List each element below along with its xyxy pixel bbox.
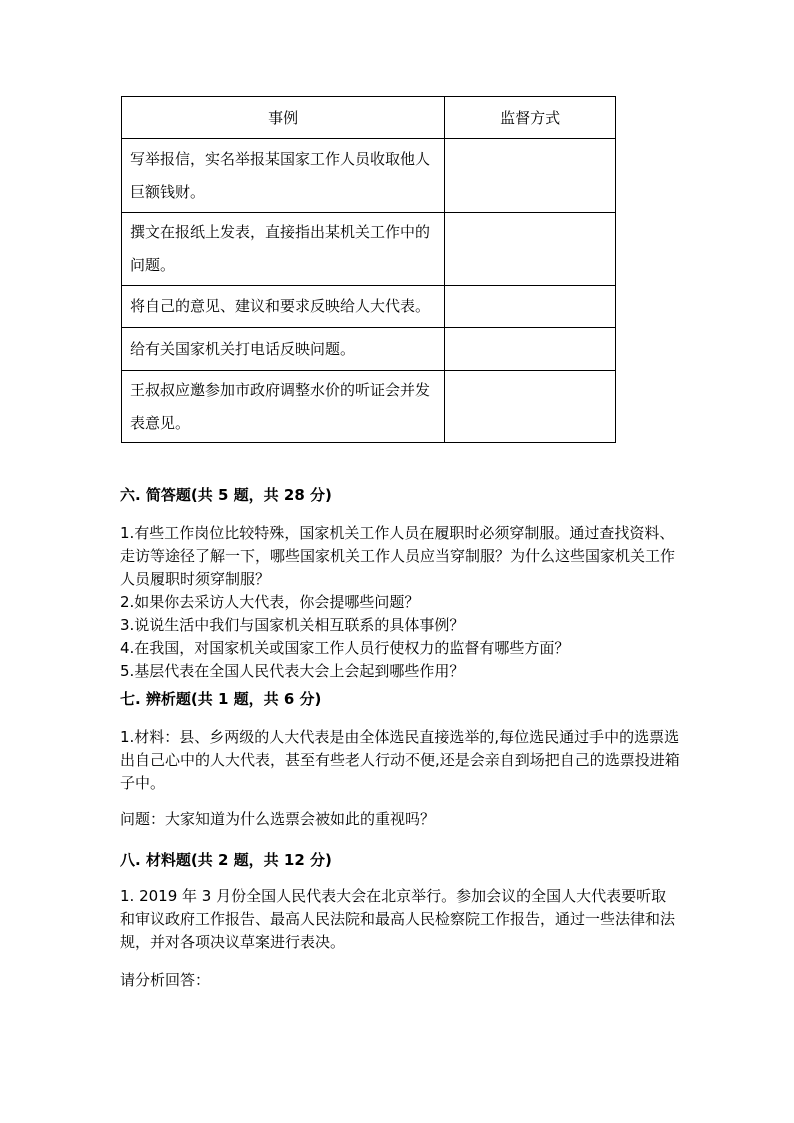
example-cell: 将自己的意见、建议和要求反映给人大代表。: [122, 286, 445, 328]
table-row: [122, 371, 616, 443]
example-cell: 给有关国家机关打电话反映问题。: [122, 328, 445, 371]
table-row: [122, 286, 616, 328]
header-method: 监督方式: [445, 97, 616, 139]
method-cell: [445, 286, 616, 328]
example-cell: 写举报信，实名举报某国家工作人员收取他人巨额钱财。: [122, 139, 445, 213]
example-cell: 撰文在报纸上发表，直接指出某机关工作中的问题。: [122, 213, 445, 286]
analysis-material: 1.材料：县、乡两级的人大代表是由全体选民直接选举的,每位选民通过手中的选票选出自己心中的人大代表，甚至有些老人行动不便,还是会亲自到场把自己的选票投进箱子中。: [120, 728, 680, 792]
material-text: 1. 2019 年 3 月份全国人民代表大会在北京举行。参加会议的全国人大代表要听取和审议政府工作报告、最高人民法院和最高人民检察院工作报告，通过一些法律和法规，并对各项决议草案进行表决。: [120, 887, 676, 951]
section-heading-material: 八. 材料题(共 2 题，共 12 分): [120, 851, 332, 869]
method-cell: [445, 371, 616, 443]
table-header-row: [122, 97, 616, 139]
analysis-question: 问题：大家知道为什么选票会被如此的重视吗？: [120, 810, 436, 828]
table-row: [122, 328, 616, 371]
question-4: 4.在我国，对国家机关或国家工作人员行使权力的监督有哪些方面？: [120, 639, 570, 657]
material-prompt: 请分析回答：: [120, 971, 211, 989]
method-cell: [445, 213, 616, 286]
question-3: 3.说说生活中我们与国家机关相互联系的具体事例？: [120, 616, 465, 634]
question-2: 2.如果你去采访人大代表，你会提哪些问题？: [120, 593, 420, 611]
question-1: 1.有些工作岗位比较特殊，国家机关工作人员在履职时必须穿制服。通过查找资料、走访等途径了解一下，哪些国家机关工作人员应当穿制服？为什么这些国家机关工作人员履职时须穿制服？: [120, 524, 676, 588]
method-cell: [445, 139, 616, 213]
table-row: [122, 213, 616, 286]
section-heading-analysis: 七. 辨析题(共 1 题，共 6 分): [120, 690, 322, 708]
section-heading-short-answer: 六. 简答题(共 5 题，共 28 分): [120, 486, 332, 504]
method-cell: [445, 328, 616, 371]
header-example: 事例: [122, 97, 445, 139]
question-5: 5.基层代表在全国人民代表大会上会起到哪些作用？: [120, 662, 465, 680]
table-row: [122, 139, 616, 213]
supervision-table: [121, 96, 616, 443]
example-cell: 王叔叔应邀参加市政府调整水价的听证会并发表意见。: [122, 371, 445, 443]
short-answer-questions: [120, 522, 680, 683]
